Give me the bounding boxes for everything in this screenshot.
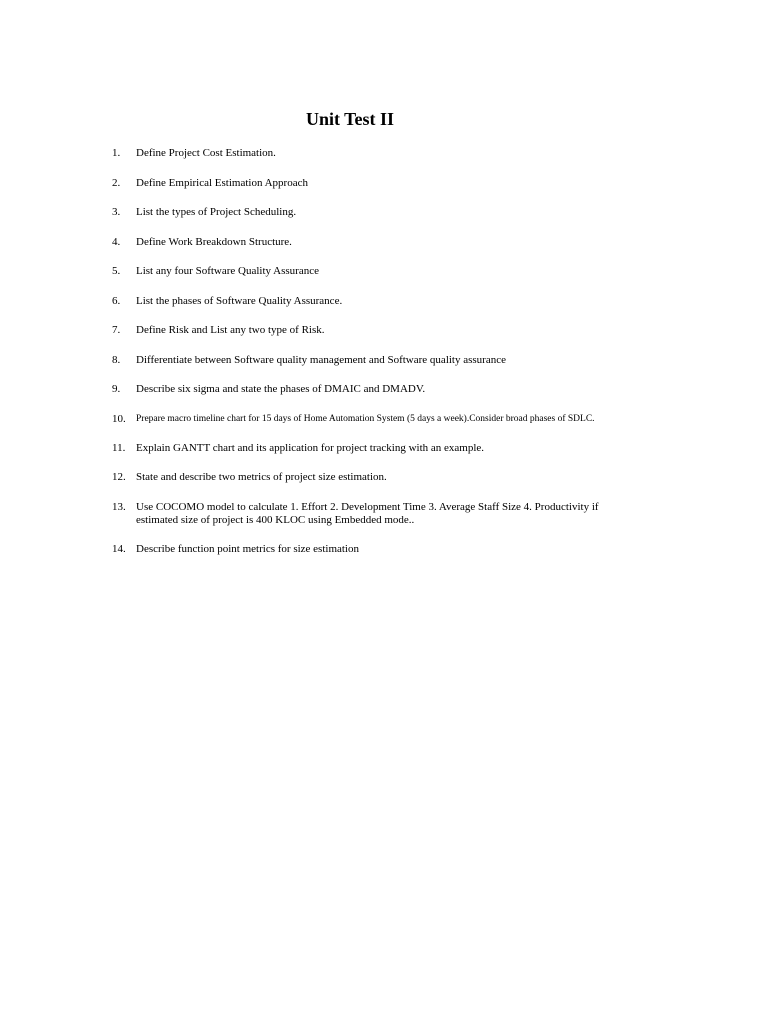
question-item (112, 324, 612, 337)
question-number: 12. (112, 471, 126, 483)
question-text: Define Project Cost Estimation. (136, 147, 276, 159)
question-item (112, 383, 612, 396)
question-item (112, 413, 612, 425)
question-item (112, 206, 612, 219)
question-text: Describe six sigma and state the phases of DMAIC and DMADV. (136, 383, 426, 395)
question-text: Define Risk and List any two type of Risk. (136, 324, 325, 336)
question-item (112, 295, 612, 308)
question-number: 7. (112, 324, 121, 336)
question-number: 9. (112, 383, 121, 395)
question-text: List the types of Project Scheduling. (136, 206, 297, 218)
question-number: 8. (112, 353, 121, 366)
question-text: Prepare macro timeline chart for 15 days of Home Automation System (5 days a week).Consider broad phases of SDLC. (136, 413, 595, 424)
question-number: 14. (112, 543, 126, 555)
question-text: Explain GANTT chart and its application for project tracking with an example. (136, 441, 485, 454)
question-number: 13. (112, 500, 126, 513)
question-text: Define Empirical Estimation Approach (136, 176, 308, 189)
question-list (112, 147, 612, 573)
question-item (112, 236, 612, 249)
question-item (112, 354, 612, 367)
page-title: Unit Test II (305, 109, 395, 129)
question-text: Describe function point metrics for size estimation (136, 543, 359, 555)
question-item (112, 471, 612, 484)
question-text: Differentiate between Software quality management and Software quality assurance (136, 353, 506, 366)
question-item (112, 265, 612, 278)
question-number: 2. (112, 176, 121, 189)
question-number: 1. (112, 147, 121, 159)
question-text: Define Work Breakdown Structure. (136, 235, 292, 248)
question-text: State and describe two metrics of project size estimation. (136, 471, 387, 483)
question-number: 3. (112, 206, 121, 218)
question-item (112, 147, 612, 160)
question-text: Use COCOMO model to calculate 1. Effort 2. Development Time 3. Average Staff Size 4. Productivity if estimated size of project is 400 KLOC using Embedded mode.. (136, 500, 599, 526)
question-number: 6. (112, 294, 121, 307)
question-number: 11. (112, 441, 126, 454)
question-text: List any four Software Quality Assurance (136, 265, 319, 277)
question-number: 10. (112, 412, 126, 425)
question-number: 4. (112, 235, 121, 248)
question-item (112, 543, 612, 556)
question-item (112, 177, 612, 190)
question-item (112, 442, 612, 455)
question-item (112, 501, 612, 527)
question-text: List the phases of Software Quality Assurance. (136, 294, 343, 307)
question-number: 5. (112, 265, 121, 277)
